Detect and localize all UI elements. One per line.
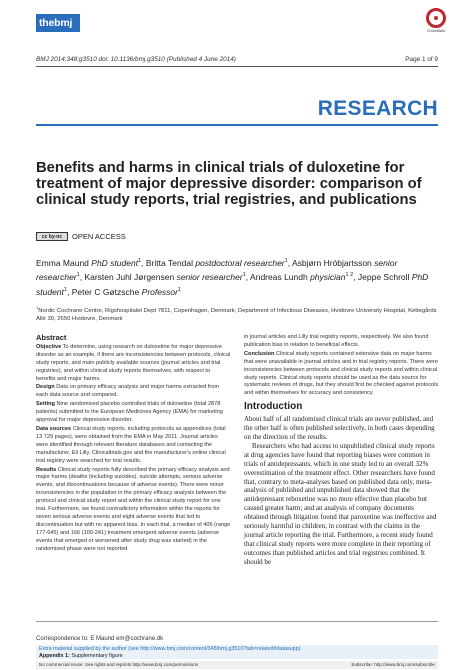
article-title: Benefits and harms in clinical trials of duloxetine for treatment of major depressive disorder: comparison of clinical study reports, trial registries, and publications [36,160,422,208]
section-rule [36,124,438,126]
crossmark-label: CrossMark [426,29,446,33]
open-access-label: OPEN ACCESS [72,232,126,241]
affiliation-text: Nordic Cochrane Centre, Rigshospitalet Dept 7811, Copenhagen, Denmark; Department of Infectious Diseases, Hvidovre University Hospital, Kettegårds Allé 30, 2650 Hvidovre, Denmark [36,307,437,322]
conclusion-text: Clinical study reports contained extensive data on major harms that were unavailable in journal articles and in trial registry reports. There were inconsistencies between protocols and clinical study reports and within clinical study reports. Clinical study reports should be used as the data source for systematic reviews of drugs, but they should first be checked against protocols and within themselves for accuracy and consistency. [244,350,439,397]
abstract-section: Setting Nine randomised placebo controlled trials of duloxetine (total 2878 patients) submitted to the European Medicines Agency (EMA) for marketing approval for major depressive disorder. [36,401,223,424]
section-label: RESEARCH [317,97,438,120]
abstract-sections [36,344,231,554]
author: Andreas Lundh physician$^{1 2}$, [250,272,358,283]
abstract-heading: Abstract [36,333,67,342]
citation: BMJ 2014;348:g3510 doi: 10.1136/bmj.g3510 (Published 4 June 2014) [36,56,236,63]
author: Peter C Gøtzsche Professor$^1$ [71,287,182,298]
author: Asbjørn Hróbjartsson senior researcher$^1$, [36,257,398,283]
abstract-section: Data sources Clinical study reports, including protocols as appendices (total 13 729 pages), were obtained from the EMA in May 2011. Journal articles were identified through relevant literature databases and contacting the manufacturer, Eli Lilly. Clinicaltrials.gov and the manufacturer's online clinical trial registry were searched for trial results. [36,425,226,464]
author: Karsten Juhl Jørgensen senior researcher$^1$, [84,272,251,283]
citation-line [36,56,438,63]
header-rule [36,66,438,67]
open-access-line [36,232,126,241]
conclusion-label: Conclusion [244,350,275,357]
license-bar [36,661,438,669]
abstract-conclusion [244,351,439,398]
page-number: Page 1 of 9 [405,56,438,63]
crossmark-icon[interactable] [424,8,448,36]
extra-material-link[interactable]: Extra material supplied by the author (see http://www.bmj.com/content/348/bmj.g3510?tab=related#datasupp) [39,646,301,652]
abstract-section: Design Data on primary efficacy analysis and major harms extracted from each data source and compared. [36,384,220,399]
author-list [36,255,438,299]
author: Britta Tendal postdoctoral researcher$^1$, [145,257,292,268]
right-column [244,334,439,567]
introduction-body [244,415,439,566]
cc-license-icon[interactable]: cc by-nc [36,232,68,241]
footer-rule [36,621,438,622]
extra-material-box [36,645,438,659]
subscribe-link[interactable]: Subscribe: http://www.bmj.com/subscribe [351,662,435,667]
intro-paragraph-1: About half of all randomised clinical trials are never published, and the other half is often published selectively, in both cases depending on the direction of the results. [244,415,435,441]
introduction-heading: Introduction [244,401,303,413]
reuse-link[interactable]: No commercial reuse: See rights and reprints http://www.bmj.com/permissions [39,662,199,667]
abstract-section: Results Clinical study reports fully described the primary efficacy analysis and major harms (deaths (including suicides), suicide attempts, serious adverse events, and discontinuations because of adverse events). There were minor inconsistencies in the population in the primary efficacy analysis between the protocol and clinical study report and within the clinical study report for one trial. Furthermore, we found contradictory information within the reports for seven serious adverse events and eight adverse events that led to discontinuation but with no apparent bias. In each trial, a median of 406 (range 177-645) and 166 (100-241) treatment emergent adverse events (adverse events that emerged or worsened after study drug was started) in the randomised phase were not reported [36,466,231,552]
correspondence: Correspondence to: E Maund em@cochrane.dk [36,636,164,642]
intro-paragraph-2: Researchers who had access to unpublished clinical study reports at drug agencies have found that reporting biases were common in trials of antidepressants, which in one study led to an overall 32% overestimation of the treatment effect. Other researchers have found that, contrary to meta-analyses based on published data only, meta-analysis of published and unpublished data showed that the antidepressant reboxetine was no more effective than placebo but caused greater harm; and an analysis of company documents obtained through litigation found that paroxetine was ineffective and seriously harmful in children, in contrast with the claims in the journal article reporting the trial. Furthermore, a recent study found that clinical study reports were more complete in their reporting of outcomes than published articles and trial registries combined. It should be [244,441,437,566]
abstract-continued: in journal articles and Lilly trial registry reports, respectively. We also found publication bias in relation to beneficial effects. [244,334,429,348]
abstract-section: Objective To determine, using research on duloxetine for major depressive disorder as an example, if there are inconsistencies between protocols, clinical study reports, and main publicly available sources (journal articles and trial registries), and within clinical study reports themselves, with respect to benefits and major harms. [36,343,231,382]
bmj-logo[interactable]: thebmj [36,14,80,32]
author: Jeppe Schroll PhD student$^1$, [36,272,429,298]
appendix-1[interactable]: Appendix 1: Supplementary figure [39,653,123,659]
author: Emma Maund PhD student$^1$, [36,257,146,268]
affiliations: $^1$Nordic Cochrane Centre, Rigshospitalet Dept 7811, Copenhagen, Denmark; Department of Infectious Diseases, Hvidovre University Hospital, Kettegårds Allé 30, 2650 Hvidovre, Denmark [36,305,437,322]
abstract-column [36,334,231,554]
